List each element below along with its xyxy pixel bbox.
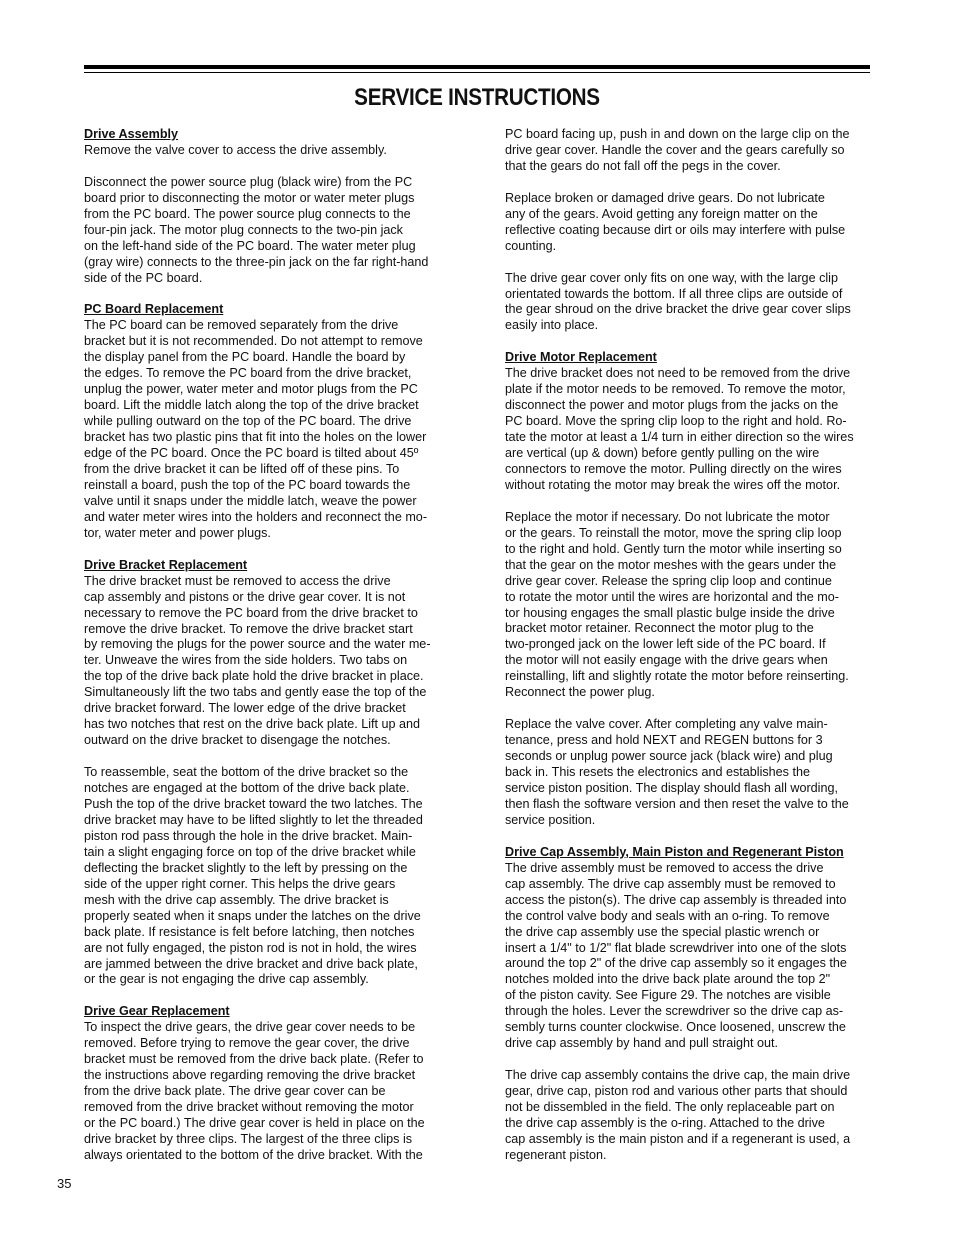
body-text-line: piston rod pass through the hole in the drive bracket. Main- [84,828,413,843]
body-text-line: The drive bracket does not need to be removed from the drive [505,366,851,381]
body-text-line: tain a slight engaging force on top of the drive bracket while [84,844,416,859]
paragraph-gap [84,749,450,765]
body-text-line: edge of the PC board. Once the PC board is tilted about 45º [84,446,419,461]
body-text-line: the top of the drive back plate hold the drive bracket in place. [84,669,424,684]
body-text-line: bracket but it is not recommended. Do not attempt to remove [84,334,423,349]
body-text-line: board. Lift the middle latch along the top of the drive bracket [84,398,419,413]
page-title: SERVICE INSTRUCTIONS [354,84,600,111]
body-text-line: the control valve body and seals with an o-ring. To remove [505,908,830,923]
body-text-line: Remove the valve cover to access the drive assembly. [84,142,387,157]
body-text-line: board prior to disconnecting the motor or water meter plugs [84,190,415,205]
body-text-line: that the gears do not fall off the pegs in the cover. [505,158,781,173]
paragraph-gap [505,829,871,845]
body-text-line: back plate. If resistance is felt before latching, then notches [84,924,415,939]
body-text-line: cap assembly is the main piston and if a regenerant is used, a [505,1131,851,1146]
paragraph-gap [505,701,871,717]
body-text-line: bracket has two plastic pins that fit into the holes on the lower [84,430,427,445]
body-text-line: properly seated when it snaps under the latches on the drive [84,908,421,923]
body-text-line: side of the PC board. [84,270,203,285]
body-text-line: (gray wire) connects to the three-pin jack on the far right-hand [84,254,429,269]
body-text-line: removed from the drive bracket without removing the motor [84,1100,414,1115]
body-text-line: gear, drive cap, piston rod and various other parts that should [505,1084,848,1099]
body-text-line: notches molded into the drive back plate around the top 2" [505,972,831,987]
body-text-line: bracket must be removed from the drive back plate. (Refer to [84,1052,424,1067]
body-text-line: are vertical (up & down) before gently pulling on the wire [505,446,820,461]
body-text-line: to the right and hold. Gently turn the motor while inserting so [505,541,842,556]
header-rule-thick [84,65,870,69]
body-text-line: To inspect the drive gears, the drive gear cover needs to be [84,1020,416,1035]
body-text-line: has two notches that rest on the drive back plate. Lift up and [84,717,421,732]
body-text-line: Replace broken or damaged drive gears. Do not lubricate [505,190,825,205]
body-text-line: PC board facing up, push in and down on the large clip on the [505,127,850,141]
body-text-line: always orientated to the bottom of the drive bracket. With the [84,1147,423,1162]
body-text-line: tor housing engages the small plastic bulge inside the drive [505,605,835,620]
body-text-line: The drive gear cover only fits on one way, with the large clip [505,270,838,285]
body-text-line: from the drive bracket it can be lifted off of these pins. To [84,461,400,476]
body-text-line: ter. Unweave the wires from the side holders. Two tabs on [84,653,408,668]
body-text-line: while pulling outward on the top of the PC board. The drive [84,414,412,429]
body-text-line: regenerant piston. [505,1147,607,1162]
body-text-line: drive bracket by three clips. The largest of the three clips is [84,1131,413,1146]
body-text-line: without rotating the motor may break the wires off the motor. [505,477,841,492]
body-text-line: easily into place. [505,318,599,333]
body-text-line: the motor will not easily engage with the drive gears when [505,653,828,668]
body-text-line: unplug the power, water meter and motor plugs from the PC [84,382,418,397]
body-text-line: around the top 2" of the drive cap assembly so it engages the [505,956,847,971]
body-text-line: Replace the valve cover. After completing any valve main- [505,717,828,732]
body-text-line: two-pronged jack on the lower left side of the PC board. If [505,637,826,652]
body-text-line: the drive cap assembly is the o-ring. Attached to the drive [505,1115,825,1130]
paragraph-gap [505,175,871,191]
section-heading: Drive Assembly [84,127,179,141]
body-text-line: the edges. To remove the PC board from the drive bracket, [84,366,412,381]
body-text-line: reinstall a board, push the top of the PC board towards the [84,477,411,492]
body-text-line: remove the drive bracket. To remove the drive bracket start [84,621,413,636]
body-text-line: drive gear cover. Release the spring clip loop and continue [505,573,832,588]
paragraph-gap [84,988,450,1004]
body-text-line: The drive assembly must be removed to access the drive [505,860,824,875]
body-text-line: connectors to remove the motor. Pulling directly on the wires [505,461,842,476]
body-text-line: cap assembly and pistons or the drive gear cover. It is not [84,589,406,604]
body-text-line: The drive cap assembly contains the drive cap, the main drive [505,1068,851,1083]
body-text-line: To reassemble, seat the bottom of the drive bracket so the [84,765,409,780]
body-text-line: PC board. Move the spring clip loop to the right and hold. Ro- [505,414,847,429]
body-text-line: are not fully engaged, the piston rod is not in hold, the wires [84,940,417,955]
paragraph-gap [84,287,450,303]
body-text-line: disconnect the power and motor plugs from the jacks on the [505,398,839,413]
paragraph-gap [84,159,450,175]
paragraph-gap [505,255,871,271]
body-text-line: back in. This resets the electronics and establishes the [505,765,810,780]
section-heading: Drive Bracket Replacement [84,557,248,572]
body-text-line: outward on the drive bracket to disengage the notches. [84,733,391,748]
body-text-line: The PC board can be removed separately from the drive [84,318,399,333]
body-text-line: service piston position. The display should flash all wording, [505,781,838,795]
body-text-line: and water meter wires into the holders and reconnect the mo- [84,509,428,524]
body-text-line: counting. [505,238,557,253]
body-text-line: or the gear is not engaging the drive cap assembly. [84,972,369,987]
body-text-line: to rotate the motor until the wires are horizontal and the mo- [505,589,839,604]
body-text-line: or the gears. To reinstall the motor, move the spring clip loop [505,525,842,540]
body-text-line: drive gear cover. Handle the cover and the gears carefully so [505,142,845,157]
body-text-line: bracket motor retainer. Reconnect the motor plug to the [505,621,814,636]
body-text-line: necessary to remove the PC board from the drive bracket to [84,605,418,620]
body-text-line: on the left-hand side of the PC board. The water meter plug [84,238,416,253]
body-text-line: tenance, press and hold NEXT and REGEN buttons for 3 [505,733,823,748]
paragraph-gap [505,334,871,350]
body-text-line: reinstalling, lift and slightly rotate the motor before reinserting. [505,669,849,684]
body-text-line: reflective coating because dirt or oils may interfere with pulse [505,222,846,237]
body-text-line: cap assembly. The drive cap assembly must be removed to [505,876,836,891]
body-text-line: the drive cap assembly use the special plastic wrench or [505,924,820,939]
body-text-line: by removing the plugs for the power source and the water me- [84,637,431,652]
body-text-line: Push the top of the drive bracket toward the two latches. The [84,796,423,811]
header-rule-thin [84,72,870,73]
body-text-line: drive bracket may have to be lifted slightly to let the threaded [84,812,423,827]
section-heading: PC Board Replacement [84,302,224,317]
body-text-line: side of the upper right corner. This helps the drive gears [84,876,396,891]
body-text-line: or the PC board.) The drive gear cover is held in place on the [84,1116,425,1131]
body-text-line: of the piston cavity. See Figure 29. The notches are visible [505,988,831,1003]
body-text-line: seconds or unplug power source jack (black wire) and plug [505,749,833,764]
section-heading: Drive Gear Replacement [84,1004,230,1019]
section-heading: Drive Cap Assembly, Main Piston and Regenerant Piston [505,844,844,859]
body-text-line: any of the gears. Avoid getting any foreign matter on the [505,206,818,221]
body-text-line: tor, water meter and power plugs. [84,525,271,540]
body-text-line: deflecting the bracket slightly to the left by pressing on the [84,860,408,875]
body-text-line: are jammed between the drive bracket and drive back plate, [84,956,418,971]
body-text-line: through the holes. Lever the screwdriver so the drive cap as- [505,1004,844,1019]
body-text-line: not be dissembled in the field. The only replaceable part on [505,1100,835,1115]
page-number: 35 [57,1176,72,1191]
body-text-line: drive bracket forward. The lower edge of the drive bracket [84,701,406,716]
section-heading: Drive Motor Replacement [505,350,657,365]
body-text-line: Disconnect the power source plug (black wire) from the PC [84,174,413,189]
right-column [505,127,871,1164]
body-text-line: The drive bracket must be removed to access the drive [84,573,391,588]
body-text-line: the gear shroud on the drive bracket the drive gear cover slips [505,302,851,317]
body-text-line: the display panel from the PC board. Handle the board by [84,350,406,365]
body-text-line: from the PC board. The power source plug connects to the [84,206,411,221]
body-text-line: insert a 1/4" to 1/2" flat blade screwdriver into one of the slots [505,940,847,955]
body-text-line: tate the motor at least a 1/4 turn in either direction so the wires [505,430,854,445]
body-text-line: plate if the motor needs to be removed. To remove the motor, [505,382,846,397]
body-text-line: mesh with the drive cap assembly. The drive bracket is [84,892,389,907]
body-text-line: access the piston(s). The drive cap assembly is threaded into [505,892,847,907]
left-column [84,127,450,1164]
body-text-line: orientated towards the bottom. If all three clips are outside of [505,286,843,301]
body-text-line: Reconnect the power plug. [505,685,655,700]
paragraph-gap [84,542,450,558]
body-text-line: valve until it snaps under the middle latch, weave the power [84,493,417,508]
body-text-line: the instructions above regarding removing the drive bracket [84,1068,416,1083]
body-text-line: sembly turns counter clockwise. Once loosened, unscrew the [505,1020,846,1035]
body-text-line: notches are engaged at the bottom of the drive back plate. [84,781,410,796]
body-text-line: removed. Before trying to remove the gear cover, the drive [84,1036,410,1051]
body-text-line: then flash the software version and then reset the valve to the [505,796,849,811]
paragraph-gap [505,494,871,510]
body-text-line: service position. [505,812,596,827]
paragraph-gap [505,1052,871,1068]
body-text-line: Simultaneously lift the two tabs and gently ease the top of the [84,685,427,700]
body-text-line: from the drive back plate. The drive gear cover can be [84,1084,386,1099]
body-text-line: drive cap assembly by hand and pull straight out. [505,1036,779,1051]
body-text-line: that the gear on the motor meshes with the gears under the [505,557,837,572]
body-text-line: Replace the motor if necessary. Do not lubricate the motor [505,509,830,524]
body-text-line: four-pin jack. The motor plug connects to the two-pin jack [84,222,403,237]
